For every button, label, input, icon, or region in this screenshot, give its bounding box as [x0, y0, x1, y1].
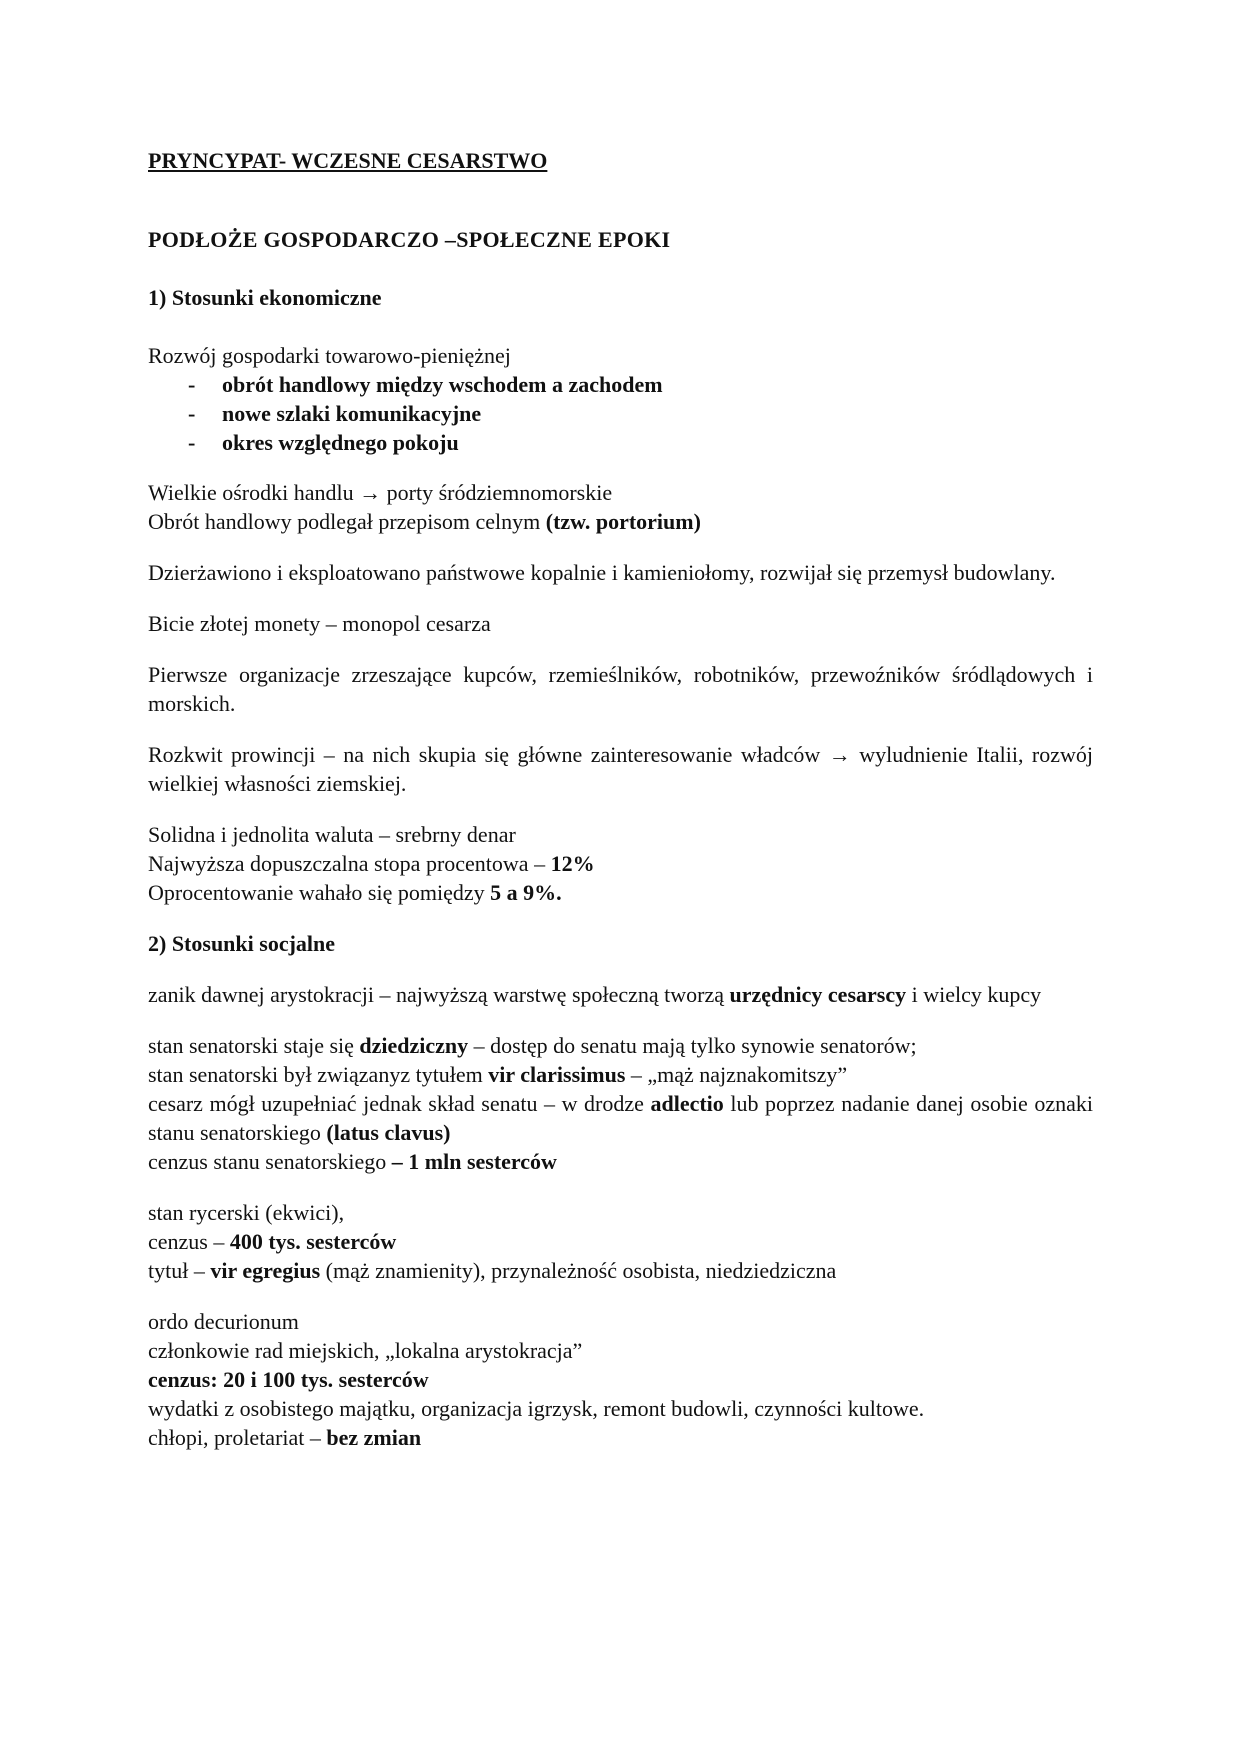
document-title: PRYNCYPAT- WCZESNE CESARSTWO: [148, 148, 548, 173]
list-item: - nowe szlaki komunikacyjne: [188, 401, 482, 426]
organizations-paragraph: Pierwsze organizacje zrzeszające kupców, rzemieślników, robotników, przewoźników śródlądowych i morskich.: [148, 662, 1093, 716]
currency-line: Solidna i jednolita waluta – srebrny denar: [148, 822, 516, 847]
economic-intro: Rozwój gospodarki towarowo-pieniężnej: [148, 343, 511, 368]
customs-line: Obrót handlowy podlegał przepisom celnym (tzw. portorium): [148, 509, 701, 534]
ordo-expenses-line: wydatki z osobistego majątku, organizacja igrzysk, remont budowli, czynności kultowe.: [148, 1396, 925, 1421]
peasants-line: chłopi, proletariat – bez zmian: [148, 1425, 422, 1450]
ordo-heading: ordo decurionum: [148, 1309, 299, 1334]
senators-census-line: cenzus stanu senatorskiego – 1 mln sesterców: [148, 1149, 557, 1174]
ordo-members-line: członkowie rad miejskich, „lokalna arystokracja”: [148, 1338, 583, 1363]
list-item: - okres względnego pokoju: [188, 430, 459, 455]
heading-economic: 1) Stosunki ekonomiczne: [148, 285, 382, 310]
interest-rate-line: Najwyższa dopuszczalna stopa procentowa – 12%: [148, 851, 595, 876]
arrow-icon: →: [359, 480, 382, 505]
mines-paragraph: Dzierżawiono i eksploatowano państwowe kopalnie i kamieniołomy, rozwijał się przemysł budowlany.: [148, 560, 1056, 585]
interest-range-line: Oprocentowanie wahało się pomiędzy 5 a 9%.: [148, 880, 562, 905]
document-body: [148, 146, 1093, 1452]
senators-line-1: stan senatorski staje się dziedziczny – dostęp do senatu mają tylko synowie senatorów;: [148, 1033, 917, 1058]
equites-title-line: tytuł – vir egregius (mąż znamienity), przynależność osobista, niedziedziczna: [148, 1258, 837, 1283]
economic-bullet-list: [148, 370, 1093, 457]
senators-line-3: cesarz mógł uzupełniać jednak skład senatu – w drodze adlectio lub poprzez nadanie danej osobie oznaki stanu senatorskiego (latus clavus): [148, 1091, 1093, 1145]
equites-census-line: cenzus – 400 tys. sesterców: [148, 1229, 397, 1254]
section-heading: PODŁOŻE GOSPODARCZO –SPOŁECZNE EPOKI: [148, 227, 671, 252]
equites-line-1: stan rycerski (ekwici),: [148, 1200, 345, 1225]
arrow-icon: →: [828, 742, 851, 767]
trade-centers-line: Wielkie ośrodki handlu → porty śródziemnomorskie: [148, 480, 613, 505]
senators-line-2: stan senatorski był związanyz tytułem vir clarissimus – „mąż najznakomitszy”: [148, 1062, 848, 1087]
provinces-paragraph: Rozkwit prowincji – na nich skupia się główne zainteresowanie władców → wyludnienie Italii, rozwój wielkiej własności ziemskiej.: [148, 742, 1093, 796]
heading-social: 2) Stosunki socjalne: [148, 931, 336, 956]
ordo-census-line: cenzus: 20 i 100 tys. sesterców: [148, 1367, 429, 1392]
aristocracy-paragraph: zanik dawnej arystokracji – najwyższą warstwę społeczną tworzą urzędnicy cesarscy i wielcy kupcy: [148, 982, 1042, 1007]
coin-line: Bicie złotej monety – monopol cesarza: [148, 611, 491, 636]
list-item: - obrót handlowy między wschodem a zachodem: [188, 372, 663, 397]
